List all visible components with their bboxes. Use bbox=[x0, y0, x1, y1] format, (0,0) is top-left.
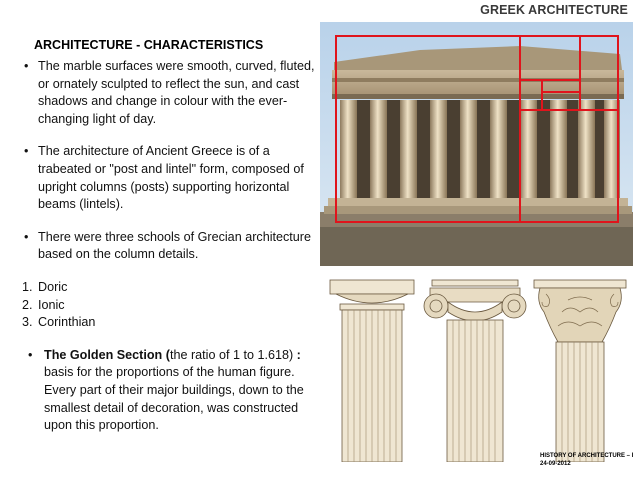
list-item bbox=[22, 314, 322, 332]
list-label: Ionic bbox=[38, 297, 65, 312]
paragraph-text: The marble surfaces were smooth, curved, fluted, or ornately sculpted to reflect the sun, and cast shadows and change in colour with the ever-changing light of day. bbox=[38, 59, 315, 126]
list-label: Corinthian bbox=[38, 315, 96, 330]
list-label: Doric bbox=[38, 279, 68, 294]
golden-section-term: The Golden Section ( bbox=[44, 347, 170, 362]
paragraph-text: The architecture of Ancient Greece is of a trabeated or "post and lintel" form, composed of upright columns (posts) supporting horizontal beams (lintels). bbox=[38, 144, 304, 212]
ionic-column-icon bbox=[424, 280, 526, 462]
paragraph-text: There were three schools of Grecian architecture based on the column details. bbox=[38, 229, 311, 262]
golden-section-ratio: the ratio of 1 to 1.618) bbox=[169, 347, 294, 362]
bullet-glyph: • bbox=[24, 229, 29, 244]
list-number: 1. bbox=[22, 279, 33, 294]
parthenon-photo bbox=[320, 22, 633, 266]
list-item bbox=[22, 297, 322, 315]
paragraph-marble bbox=[22, 58, 322, 128]
bullet-glyph: • bbox=[24, 144, 29, 159]
section-heading: ARCHITECTURE - CHARACTERISTICS bbox=[34, 38, 264, 52]
body-text bbox=[22, 58, 322, 435]
slide-title: GREEK ARCHITECTURE bbox=[480, 3, 628, 17]
paragraph-trabeated bbox=[22, 143, 322, 213]
footer-date: 24-09-2012 bbox=[540, 461, 571, 467]
golden-section-colon: : bbox=[293, 347, 301, 362]
orders-list bbox=[22, 279, 322, 332]
list-number: 3. bbox=[22, 315, 33, 330]
footer bbox=[540, 452, 633, 468]
paragraph-schools bbox=[22, 229, 322, 264]
doric-column-icon bbox=[330, 280, 414, 462]
golden-section-text: basis for the proportions of the human figure. Every part of their major buildings, down to the smallest detail of decoration, was constructed upon this proportion. bbox=[44, 365, 304, 433]
paragraph-golden-section bbox=[22, 347, 322, 435]
list-item bbox=[22, 279, 322, 297]
bullet-glyph: • bbox=[28, 347, 33, 362]
footer-course: HISTORY OF ARCHITECTURE – I bbox=[540, 453, 634, 459]
bullet-glyph: • bbox=[24, 59, 29, 73]
list-number: 2. bbox=[22, 297, 33, 312]
corinthian-column-icon bbox=[534, 280, 626, 462]
column-orders-illustration bbox=[322, 272, 634, 462]
